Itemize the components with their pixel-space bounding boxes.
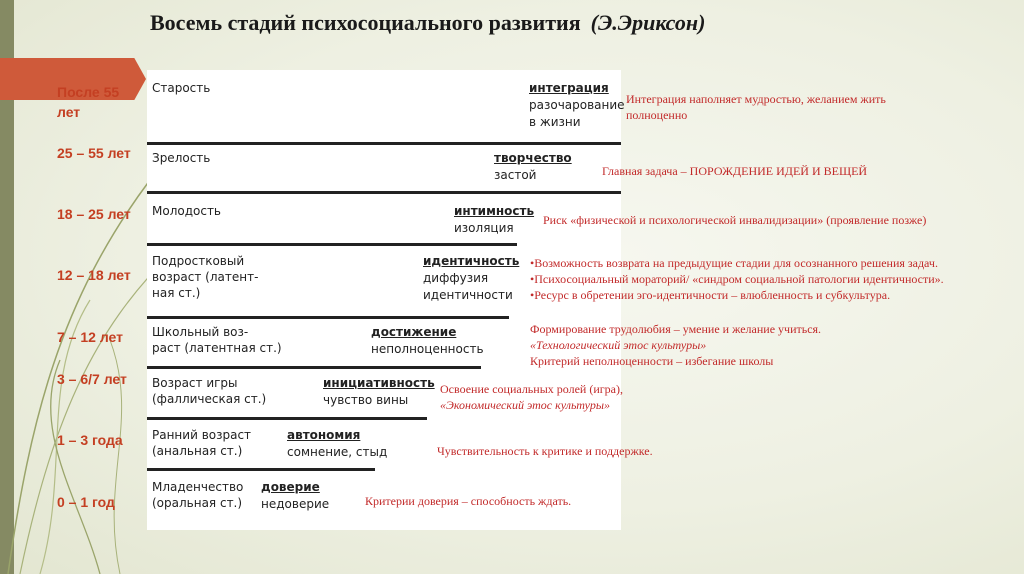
crisis-positive-6: инициативность bbox=[323, 376, 435, 390]
stage-name-6: Возраст игры (фаллическая ст.) bbox=[152, 376, 267, 406]
crisis-negative-1b: в жизни bbox=[529, 115, 581, 129]
crisis-3 bbox=[454, 203, 534, 237]
title-main: Восемь стадий психосоциального развития bbox=[150, 10, 581, 35]
row-divider-6 bbox=[147, 417, 427, 420]
crisis-negative-3: изоляция bbox=[454, 221, 514, 235]
crisis-positive-1: интеграция bbox=[529, 81, 609, 95]
row-divider-2 bbox=[147, 191, 621, 194]
stage-name-5: Школьный воз- раст (латентная ст.) bbox=[152, 325, 282, 355]
row-divider-7 bbox=[147, 468, 375, 471]
note-play-age: Освоение социальных ролей (игра), «Экономический этос культуры» bbox=[440, 382, 624, 412]
crisis-negative-6: чувство вины bbox=[323, 393, 409, 407]
crisis-1 bbox=[529, 80, 625, 131]
note-youth: Риск «физической и психологической инвалидизации» (проявление позже) bbox=[543, 213, 927, 227]
age-label-4: 12 – 18 лет bbox=[57, 267, 131, 283]
age-label-8: 0 – 1 год bbox=[57, 494, 115, 510]
crisis-4 bbox=[423, 253, 519, 304]
stage-name-7: Ранний возраст (анальная ст.) bbox=[152, 428, 252, 458]
row-divider-5 bbox=[147, 366, 481, 369]
note-maturity: Главная задача – ПОРОЖДЕНИЕ ИДЕЙ И ВЕЩЕЙ bbox=[602, 164, 868, 178]
crisis-negative-5: неполноценность bbox=[371, 342, 484, 356]
stage-name-1: Старость bbox=[152, 81, 211, 95]
crisis-negative-7: сомнение, стыд bbox=[287, 445, 388, 459]
crisis-8 bbox=[261, 479, 329, 513]
stage-name-3: Молодость bbox=[152, 204, 222, 218]
crisis-6 bbox=[323, 375, 435, 409]
stage-name-8: Младенчество (оральная ст.) bbox=[152, 480, 244, 510]
note-early-childhood: Чувствительность к критике и поддержке. bbox=[437, 444, 653, 458]
page-title bbox=[150, 10, 705, 36]
crisis-positive-7: автономия bbox=[287, 428, 361, 442]
crisis-7 bbox=[287, 427, 387, 461]
crisis-negative-8: недоверие bbox=[261, 497, 330, 511]
title-author: (Э.Эриксон) bbox=[590, 10, 706, 35]
note-adolescence: •Возможность возврата на предыдущие стадии для осознанного решения задач. •Психосоциальный мораторий/ «синдром социальной патологии идентичности». •Ресурс в обретении эго-идентичности – влюбленность и субкультура. bbox=[530, 256, 944, 302]
row-divider-4 bbox=[147, 316, 509, 319]
age-label-1: После 55 лет bbox=[57, 84, 120, 120]
note-infancy: Критерии доверия – способность ждать. bbox=[365, 494, 572, 508]
crisis-positive-8: доверие bbox=[261, 480, 320, 494]
crisis-positive-4: идентичность bbox=[423, 254, 520, 268]
age-label-7: 1 – 3 года bbox=[57, 432, 123, 448]
crisis-positive-3: интимность bbox=[454, 204, 535, 218]
stage-name-4: Подростковый возраст (латент- ная ст.) bbox=[152, 254, 259, 300]
crisis-5 bbox=[371, 324, 484, 358]
note-old-age: Интеграция наполняет мудростью, желанием жить полноценно bbox=[626, 92, 886, 122]
crisis-negative-4b: идентичности bbox=[423, 288, 513, 302]
crisis-positive-2: творчество bbox=[494, 151, 572, 165]
crisis-positive-5: достижение bbox=[371, 325, 457, 339]
row-divider-3 bbox=[147, 243, 517, 246]
crisis-negative-2: застой bbox=[494, 168, 537, 182]
stage-name-2: Зрелость bbox=[152, 151, 211, 165]
age-label-2: 25 – 55 лет bbox=[57, 145, 131, 161]
note-school-age: Формирование трудолюбия – умение и желание учиться. «Технологический этос культуры» Критерий неполноценности – избегание школы bbox=[530, 322, 822, 368]
crisis-negative-4a: диффузия bbox=[423, 271, 489, 285]
age-label-5: 7 – 12 лет bbox=[57, 329, 123, 345]
age-label-6: 3 – 6/7 лет bbox=[57, 371, 127, 387]
crisis-2 bbox=[494, 150, 572, 184]
age-label-3: 18 – 25 лет bbox=[57, 206, 131, 222]
row-divider-1 bbox=[147, 142, 621, 145]
crisis-negative-1a: разочарование bbox=[529, 98, 625, 112]
